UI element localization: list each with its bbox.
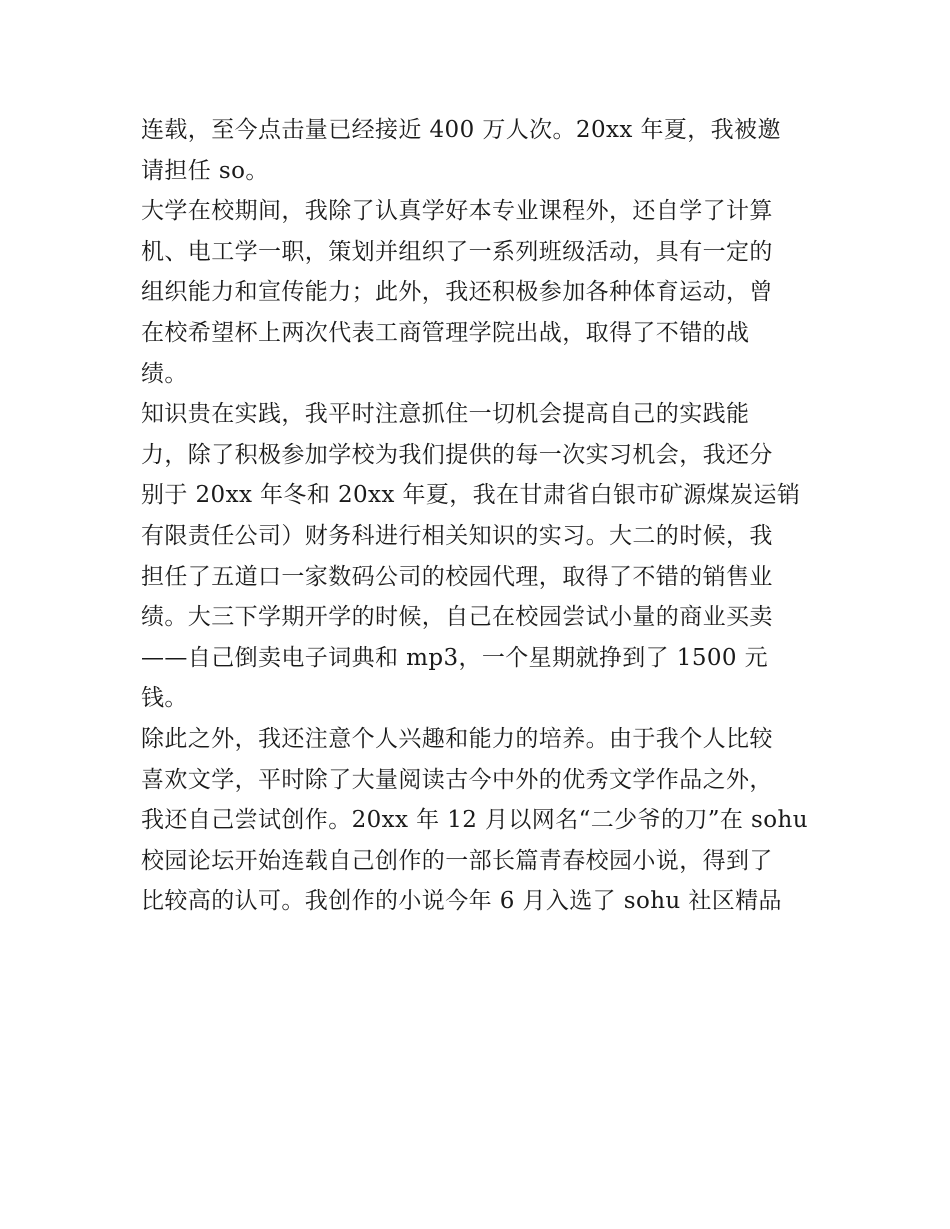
- text-line: 在校希望杯上两次代表工商管理学院出战，取得了不错的战: [141, 319, 750, 346]
- text-line: 除此之外，我还注意个人兴趣和能力的培养。由于我个人比较: [141, 725, 773, 752]
- text-line: 请担任 so。: [141, 157, 269, 184]
- text-line: 喜欢文学，平时除了大量阅读古今中外的优秀文学作品之外，: [141, 766, 773, 793]
- text-line: 比较高的认可。我创作的小说今年 6 月入选了 sohu 社区精品: [141, 888, 782, 915]
- text-line: 大学在校期间，我除了认真学好本专业课程外，还自学了计算: [141, 198, 773, 225]
- text-line: 校园论坛开始连载自己创作的一部长篇青春校园小说，得到了: [141, 847, 773, 874]
- text-line: 机、电工学一职，策划并组织了一系列班级活动，具有一定的: [141, 238, 773, 265]
- text-line: 别于 20xx 年冬和 20xx 年夏，我在甘肃省白银市矿源煤炭运销: [141, 482, 801, 509]
- text-line: 我还自己尝试创作。20xx 年 12 月以网名“二少爷的刀”在 sohu: [141, 807, 808, 834]
- text-line: 组织能力和宣传能力；此外，我还积极参加各种体育运动，曾: [141, 279, 773, 306]
- text-line: ——自己倒卖电子词典和 mp3，一个星期就挣到了 1500 元: [141, 644, 769, 671]
- text-line: 担任了五道口一家数码公司的校园代理，取得了不错的销售业: [141, 563, 773, 590]
- text-line: 钱。: [141, 685, 188, 712]
- text-line: 绩。大三下学期开学的时候，自己在校园尝试小量的商业买卖: [141, 604, 773, 631]
- document-body: [141, 110, 821, 922]
- text-line: 有限责任公司）财务科进行相关知识的实习。大二的时候，我: [141, 522, 773, 549]
- text-line: 知识贵在实践，我平时注意抓住一切机会提高自己的实践能: [141, 401, 750, 428]
- text-line: 力，除了积极参加学校为我们提供的每一次实习机会，我还分: [141, 441, 773, 468]
- text-line: 绩。: [141, 360, 188, 387]
- text-line: 连载，至今点击量已经接近 400 万人次。20xx 年夏，我被邀: [141, 117, 781, 143]
